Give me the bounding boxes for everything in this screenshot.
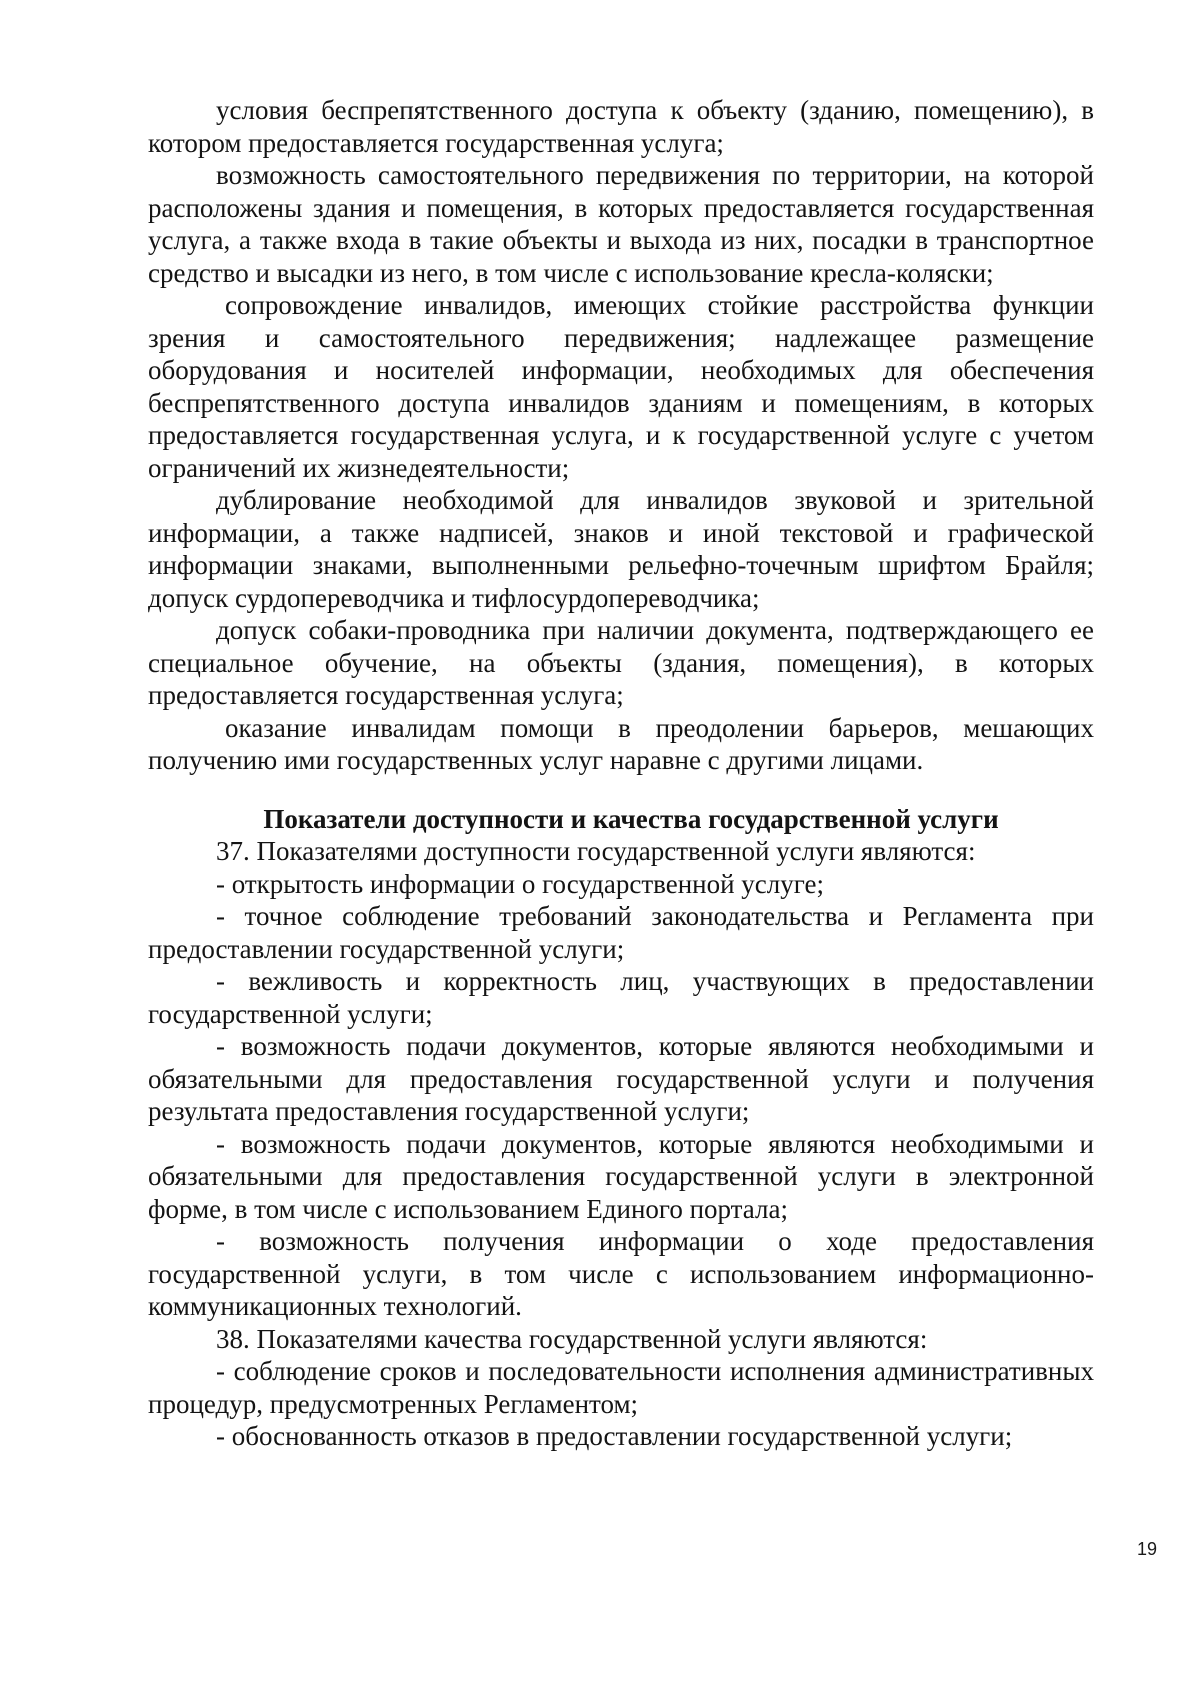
list-item-openness: - открытость информации о государственной услуге;	[216, 868, 824, 899]
paragraph-guide-dog: допуск собаки-проводника при наличии документа, подтверждающего ее специальное обучение, на объекты (здания, помещения), в которых предоставляется государственная услуга;	[148, 615, 1094, 710]
section-heading: Показатели доступности и качества государственной услуги	[263, 803, 999, 834]
list-item-submission: - возможность подачи документов, которые являются необходимыми и обязательными для предоставления государственной услуги и получения результата предоставления государственной услуги;	[148, 1031, 1094, 1126]
list-item-electronic-submission: - возможность подачи документов, которые являются необходимыми и обязательными для предоставления государственной услуги в электронной форме, в том числе с использованием Единого портала;	[148, 1128, 1094, 1224]
list-item-compliance: - точное соблюдение требований законодательства и Регламента при предоставлении государственной услуги;	[148, 901, 1094, 964]
page-number: 19	[1136, 1539, 1157, 1559]
paragraph-assistance: оказание инвалидам помощи в преодолении барьеров, мешающих получению ими государственных услуг наравне с другими лицами.	[148, 712, 1094, 775]
paragraph-duplication: дублирование необходимой для инвалидов звуковой и зрительной информации, а также надписей, знаков и иной текстовой и графической информации знаками, выполненными рельефно-точечным шрифтом Брайля; допуск сурдопереводчика и тифлосурдопереводчика;	[148, 485, 1094, 613]
document-body	[148, 94, 1094, 1453]
list-item-progress-info: - возможность получения информации о ходе предоставления государственной услуги, в том числе с использованием информационно-коммуникационных технологий.	[148, 1226, 1094, 1321]
paragraph-access-conditions: условия беспрепятственного доступа к объекту (зданию, помещению), в котором предоставляется государственная услуга;	[148, 95, 1094, 158]
paragraph-37: 37. Показателями доступности государственной услуги являются:	[216, 836, 976, 866]
paragraph-escort: сопровождение инвалидов, имеющих стойкие расстройства функции зрения и самостоятельного передвижения; надлежащее размещение оборудования и носителей информации, необходимых для обеспечения беспрепятственного доступа инвалидов зданиям и помещениям, в которых предоставляется государственная услуга, и к государственной услуге с учетом ограничений их жизнедеятельности;	[148, 290, 1094, 483]
list-item-politeness: - вежливость и корректность лиц, участвующих в предоставлении государственной услуги;	[148, 966, 1094, 1029]
paragraph-movement: возможность самостоятельного передвижения по территории, на которой расположены здания и помещения, в которых предоставляется государственная услуга, а также входа в такие объекты и выхода из них, посадки в транспортное средство и высадки из него, в том числе с использование кресла-коляски;	[148, 160, 1094, 288]
list-item-deadlines: - соблюдение сроков и последовательности исполнения административных процедур, предусмотренных Регламентом;	[148, 1356, 1094, 1419]
list-item-refusals: - обоснованность отказов в предоставлении государственной услуги;	[216, 1421, 1013, 1451]
paragraph-38: 38. Показателями качества государственной услуги являются:	[216, 1323, 928, 1354]
